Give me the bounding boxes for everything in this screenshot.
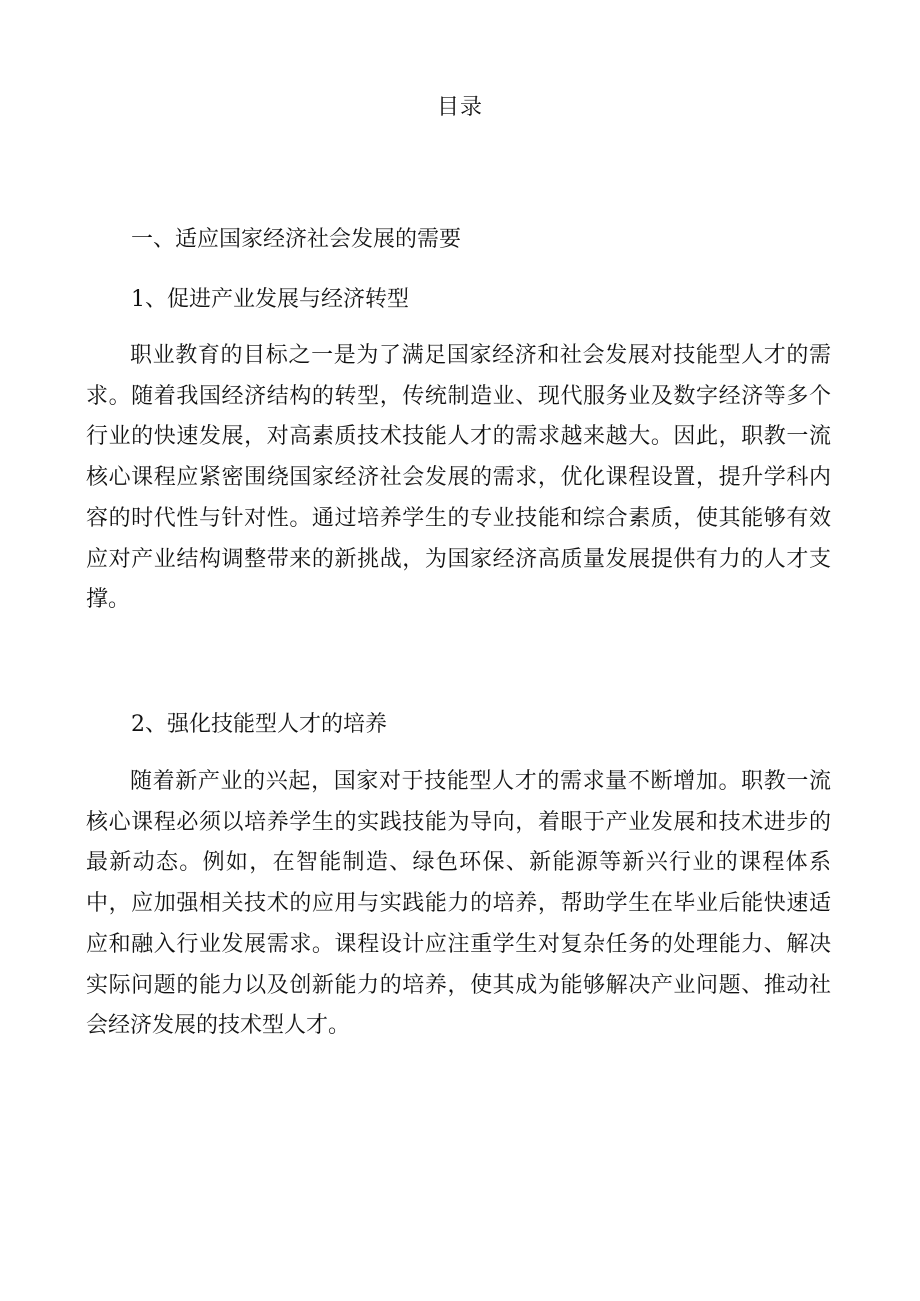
subsection-heading-2: 2、强化技能型人才的培养	[131, 712, 387, 737]
paragraph-2: 随着新产业的兴起，国家对于技能型人才的需求量不断增加。职教一流核心课程必须以培养学生的实践技能为导向，着眼于产业发展和技术进步的最新动态。例如，在智能制造、绿色环保、新能源等新兴行业的课程体系中，应加强相关技术的应用与实践能力的培养，帮助学生在毕业后能快速适应和融入行业发展需求。课程设计应注重学生对复杂任务的处理能力、解决实际问题的能力以及创新能力的培养，使其成为能够解决产业问题、推动社会经济发展的技术型人才。	[86, 769, 831, 1039]
document-title: 目录	[436, 95, 483, 120]
subsection-heading-1: 1、促进产业发展与经济转型	[131, 287, 409, 312]
paragraph-1: 职业教育的目标之一是为了满足国家经济和社会发展对技能型人才的需求。随着我国经济结构的转型，传统制造业、现代服务业及数字经济等多个行业的快速发展，对高素质技术技能人才的需求越来越大。因此，职教一流核心课程应紧密围绕国家经济社会发展的需求，优化课程设置，提升学科内容的时代性与针对性。通过培养学生的专业技能和综合素质，使其能够有效应对产业结构调整带来的新挑战，为国家经济高质量发展提供有力的人才支撑。	[86, 343, 831, 613]
section-heading: 一、适应国家经济社会发展的需要	[131, 227, 462, 252]
